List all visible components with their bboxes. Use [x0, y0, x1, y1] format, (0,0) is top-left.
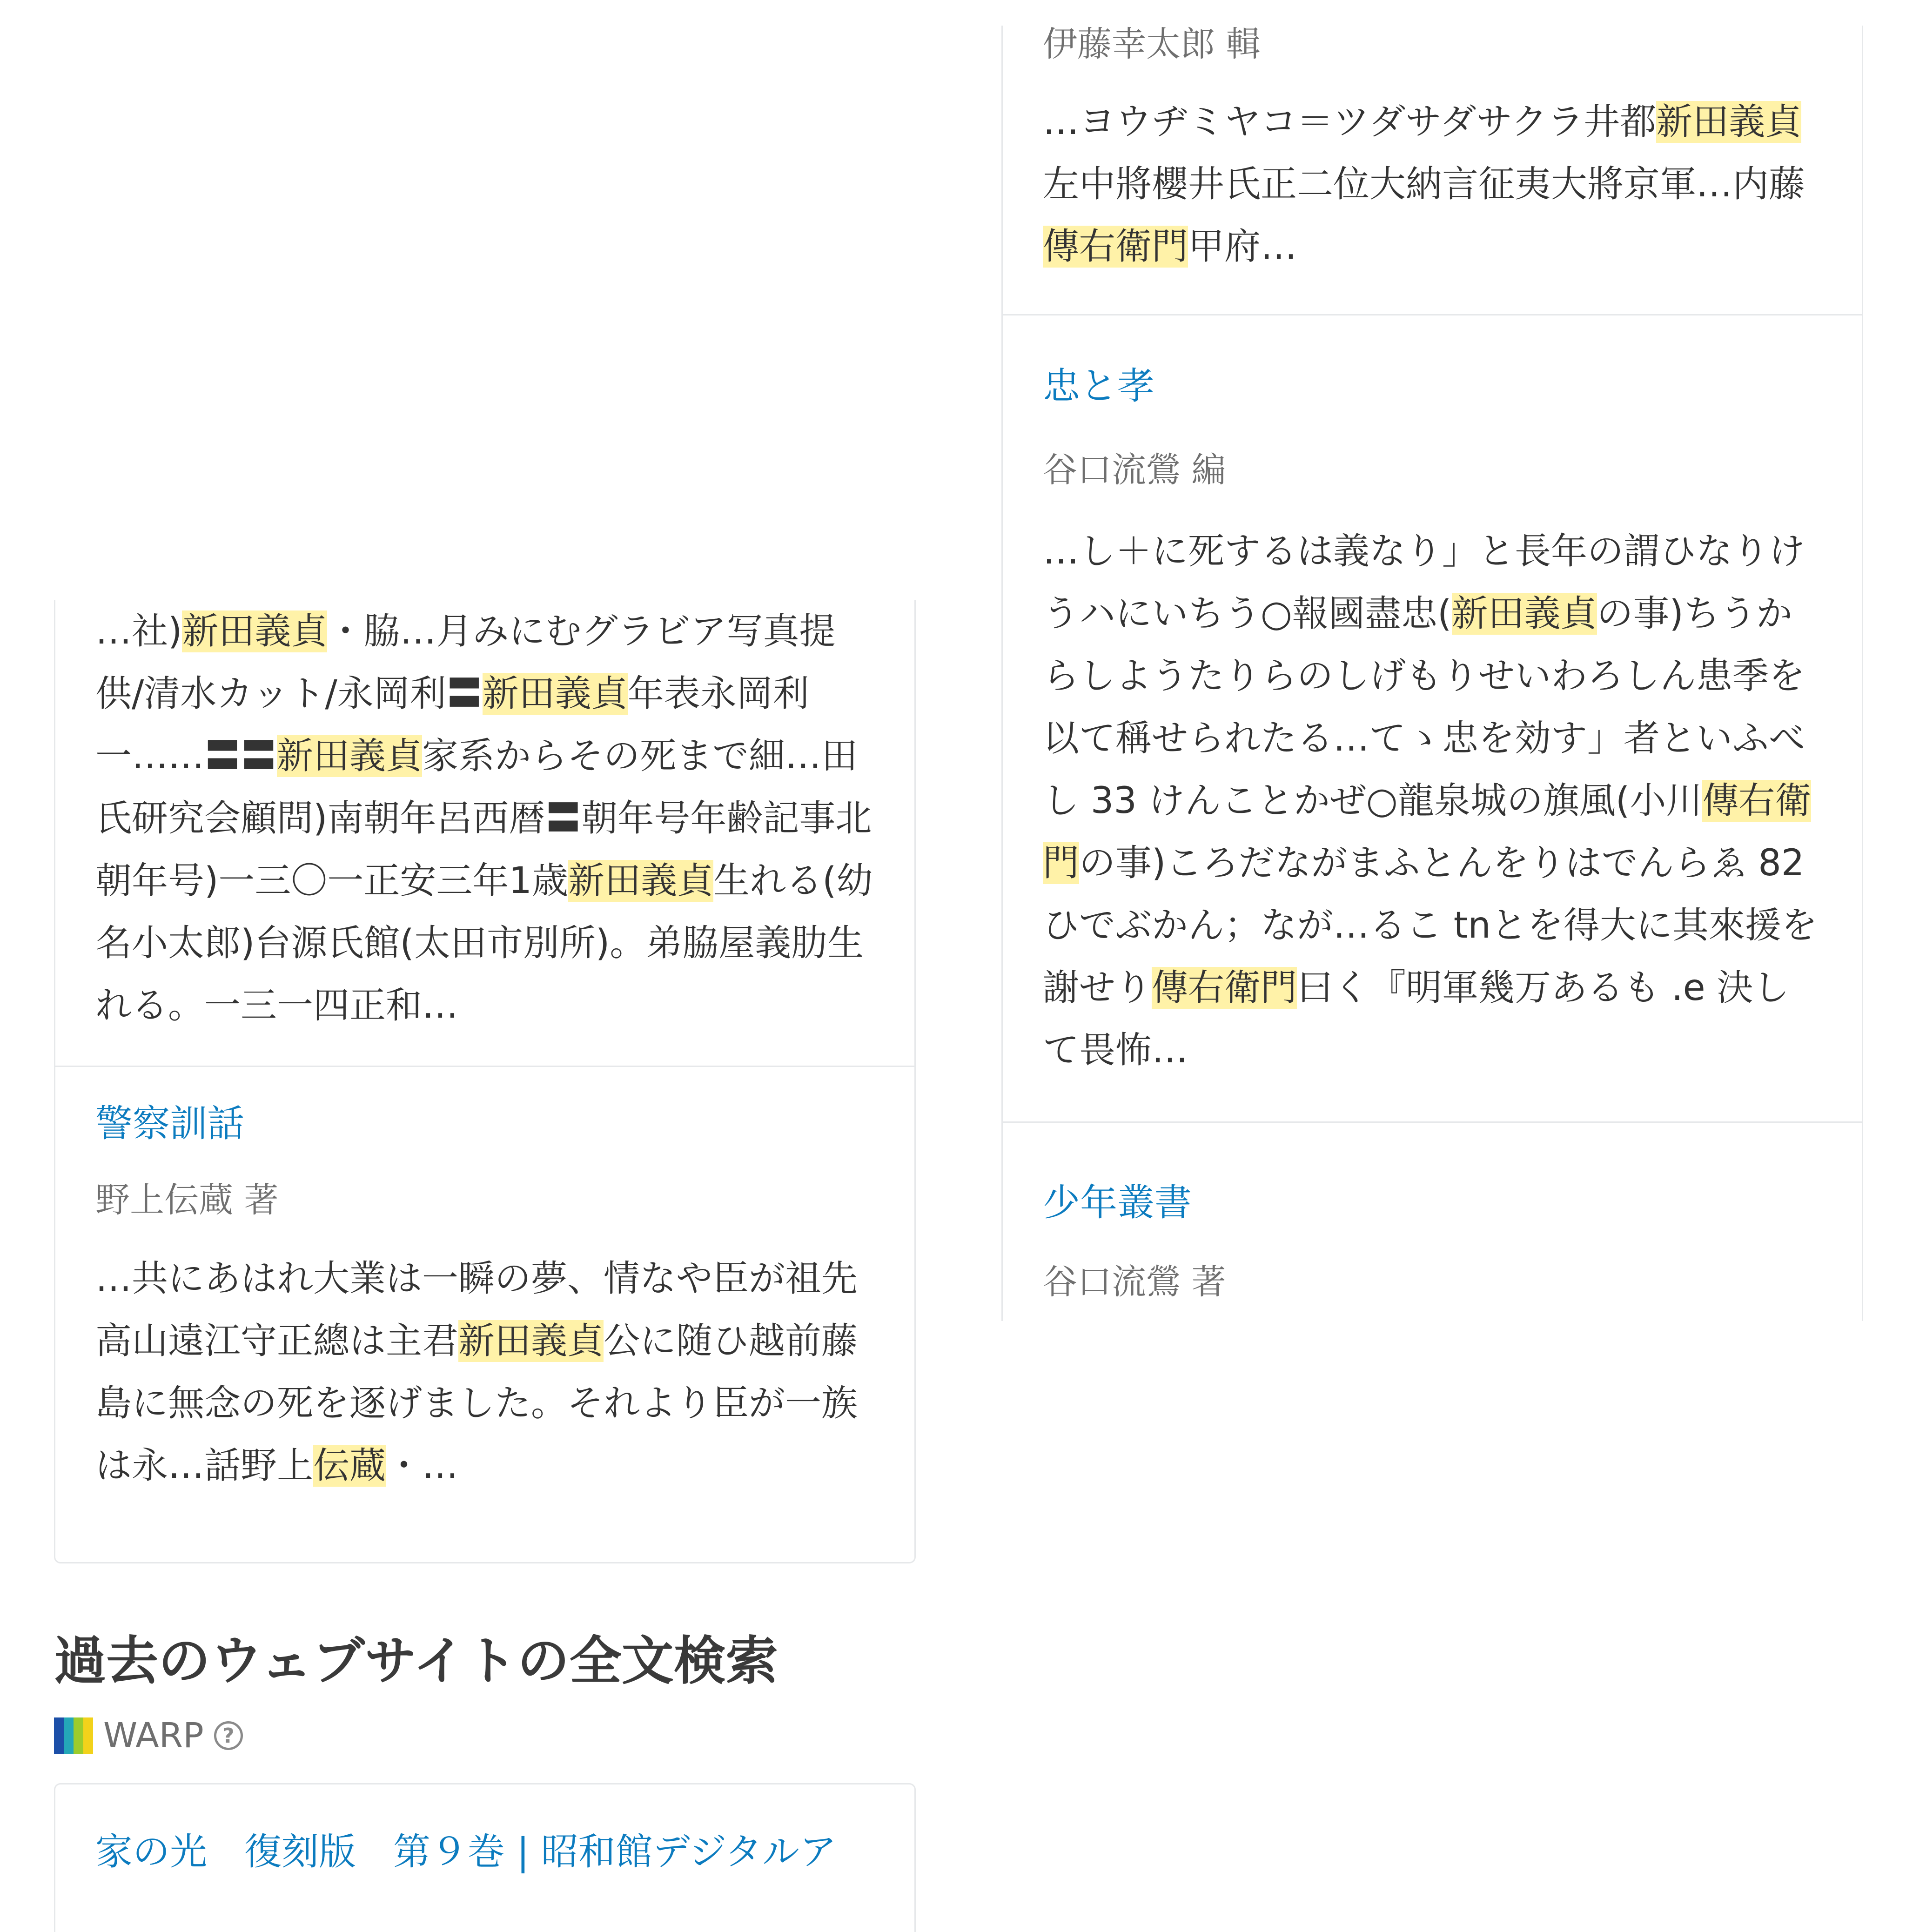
result-title-link[interactable]: 少年叢書 — [1043, 1181, 1192, 1224]
snippet-text: 年表永岡利一……〓〓 — [95, 673, 809, 777]
warp-result-card — [54, 1783, 916, 1932]
result-title-link[interactable]: 忠と孝 — [1043, 364, 1154, 408]
snippet-text: ・… — [386, 1445, 459, 1487]
warp-logo-stripe — [83, 1717, 93, 1754]
highlighted-term: 新田義貞 — [458, 1320, 604, 1362]
snippet-text: 生れる(幼名小太郎)台源氏館(太田市別所)。弟脇屋義肋生れる。一三一四正和… — [95, 860, 873, 1026]
snippet-text: …ヨウヂミヤコ＝ツダサダサクラ井都 — [1043, 101, 1657, 143]
snippet-text: 曰く『明軍幾万あるも .e 決して畏怖… — [1043, 967, 1790, 1071]
snippet-text: …し＋に死するは義なり」と長年の謂ひなりけうハにいちう○報國盡忠( — [1043, 530, 1805, 635]
highlighted-term: 傳右衛門 — [1152, 967, 1297, 1009]
warp-logo-icon — [54, 1717, 93, 1754]
result-divider — [55, 1066, 914, 1067]
warp-label: WARP — [103, 1716, 204, 1756]
result-divider — [1003, 1121, 1862, 1123]
highlighted-term: 伝蔵 — [313, 1445, 386, 1487]
highlighted-term: 新田義貞 — [1451, 593, 1597, 635]
warp-logo-stripe — [54, 1717, 64, 1754]
result-author: 伊藤幸太郎 輯 — [1043, 24, 1261, 64]
snippet-text: ・脇…月みにむグラビア写真提供/清水カット/永岡利〓 — [95, 610, 836, 715]
result-author: 野上伝蔵 著 — [95, 1180, 279, 1220]
highlighted-term: 新田義貞 — [277, 735, 423, 777]
highlighted-term: 新田義貞 — [568, 860, 714, 902]
result-snippet — [1043, 520, 1822, 1081]
result-snippet — [95, 600, 874, 1037]
result-item — [1003, 21, 1862, 278]
highlighted-term: 新田義貞 — [482, 673, 628, 715]
warp-logo-stripe — [74, 1717, 83, 1754]
snippet-text: 家系からその死まで細…田氏研究会顧問)南朝年呂西暦〓朝年号年齢記事北朝年号)一三〇一正安三年1歳 — [95, 735, 872, 902]
result-title-link[interactable]: 家の光 復刻版 第９巻 | 昭和館デジタルア — [95, 1830, 837, 1873]
snippet-text: 左中將櫻井氏正二位大納言征夷大將京軍…内藤 — [1043, 163, 1805, 205]
help-icon[interactable]: ? — [214, 1721, 243, 1750]
highlighted-term: 新田義貞 — [182, 610, 328, 652]
result-author: 谷口流鶯 編 — [1043, 450, 1226, 490]
result-card-right — [1001, 26, 1863, 1321]
warp-source-row — [54, 1715, 243, 1757]
result-snippet — [1043, 91, 1822, 278]
snippet-text: の事)ころだながまふとんをりはでんらゑ 82 ひでぶかん；なが…るこ tnとを得大に其來援を謝せり — [1043, 842, 1818, 1009]
highlighted-term: 傳右衛門 — [1043, 780, 1812, 884]
result-title-link[interactable]: 警察訓話 — [95, 1102, 244, 1145]
highlighted-term: 新田義貞 — [1656, 101, 1802, 143]
result-divider — [1003, 314, 1862, 315]
warp-logo-stripe — [64, 1717, 74, 1754]
snippet-text: …共にあはれ大業は一瞬の夢、情なや臣が祖先高山遠江守正總は主君 — [95, 1258, 858, 1362]
result-card-left — [54, 600, 916, 1563]
highlighted-term: 傳右衛門 — [1043, 226, 1188, 268]
result-snippet — [95, 1248, 874, 1497]
result-author: 谷口流鶯 著 — [1043, 1262, 1226, 1302]
snippet-text: 公に随ひ越前藤島に無念の死を逐げました。それより臣が一族は永…話野上 — [95, 1320, 858, 1487]
result-item — [55, 600, 914, 1037]
result-item — [55, 1829, 914, 1875]
snippet-text: …社) — [95, 610, 182, 652]
snippet-text: 甲府… — [1188, 226, 1297, 268]
result-item — [1003, 1180, 1862, 1305]
result-item — [1003, 363, 1862, 1081]
section-heading: 過去のウェブサイトの全文検索 — [54, 1631, 778, 1691]
result-item — [55, 1100, 914, 1497]
snippet-text: の事)ちうからしようたりらのしげもりせいわろしん患季を以て稱せられたる…てゝ忠を効す」者といふべし 33 けんことかぜ○龍泉城の旗風(小川 — [1043, 593, 1805, 822]
